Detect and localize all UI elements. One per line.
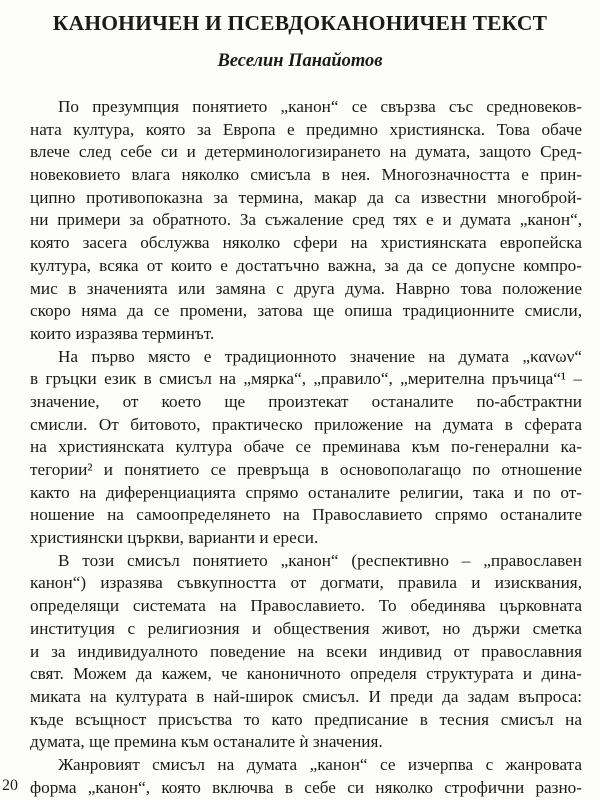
- text-line: християнски църкви, варианти и ереси.: [30, 528, 319, 548]
- text-line: миката на културата в най-широк смисъл. И преди да задам въпроса:: [30, 686, 582, 706]
- text-line: думата, ще премина към останалите ѝ значения.: [30, 732, 383, 752]
- text-line: новековието влага няколко смисъла в нея. Многозначността е прин-: [30, 165, 582, 185]
- text-line: както на диференциацията спрямо останалите религии, така и по от-: [30, 482, 582, 502]
- article-title: КАНОНИЧЕН И ПСЕВДОКАНОНИЧЕН ТЕКСТ: [52, 11, 548, 35]
- text-line: и за индивидуалното поведение на всеки индивид от православния: [30, 641, 582, 661]
- text-line: тегории² и понятието се превръща в основополагащо по отношение: [30, 460, 582, 479]
- author-name: Веселин Панайотов: [217, 51, 383, 71]
- text-line: По презумпция понятието „канон“ се свързва със средновеков-: [58, 97, 582, 116]
- text-line: култура, всяка от които е достатъчно важна, за да се допусне компро-: [30, 255, 582, 275]
- article-body: [30, 96, 582, 799]
- text-line: в гръцки език в смисъл на „мярка“, „правило“, „мерителна пръчица“¹ –: [30, 369, 582, 389]
- text-line: На първо място е традиционното значение на думата „κανων“: [58, 346, 582, 366]
- text-line: скоро няма да се промени, затова ще опиша традиционните смисли,: [30, 301, 582, 321]
- text-line: определящи системата на Православието. То обединява църковната: [30, 596, 582, 616]
- text-line: ношение на самоопределянето на Православието спрямо останалите: [30, 505, 582, 525]
- text-line: ципно противопоказна за термина, макар да са известни многоброй-: [30, 187, 582, 207]
- text-line: Жанровият смисъл на думата „канон“ се изчерпва с жанровата: [58, 754, 582, 774]
- text-line: значение, от което ще произтекат останалите по-абстрактни: [30, 391, 582, 411]
- text-line: влече след себе си и детерминологизирането на думата, защото Сред-: [30, 142, 582, 162]
- text-line: която засега обслужва няколко сфери на християнската европейска: [30, 233, 582, 253]
- text-line: институция с религиозния и обществения живот, но държи сметка: [30, 618, 582, 638]
- text-line: свят. Можем да кажем, че каноничното определя структурата и дина-: [30, 664, 582, 684]
- page-number: 20: [2, 777, 18, 794]
- text-line: ни примери за обратното. За съжаление сред тях е и думата „канон“,: [30, 210, 582, 230]
- text-line: смисли. От битовото, практическо приложение на думата в сферата: [30, 414, 582, 434]
- text-line: форма „канон“, която включва в себе си няколко строфични разно-: [30, 777, 582, 797]
- text-line: на християнската култура обаче се преминава към по-генерални ка-: [30, 437, 582, 457]
- text-line: които изразява терминът.: [30, 323, 215, 343]
- text-line: В този смисъл понятието „канон“ (респективно – „православен: [58, 550, 582, 570]
- text-line: канон“) изразява съвкупността от догмати, правила и изисквания,: [30, 573, 582, 593]
- text-line: мис в значенията или замяна с друга дума. Наврно това положение: [30, 278, 582, 298]
- text-line: ната култура, която за Европа е предимно християнска. Това обаче: [30, 119, 582, 139]
- text-line: къде всъщност присъства то като предписание в тесния смисъл на: [30, 709, 582, 729]
